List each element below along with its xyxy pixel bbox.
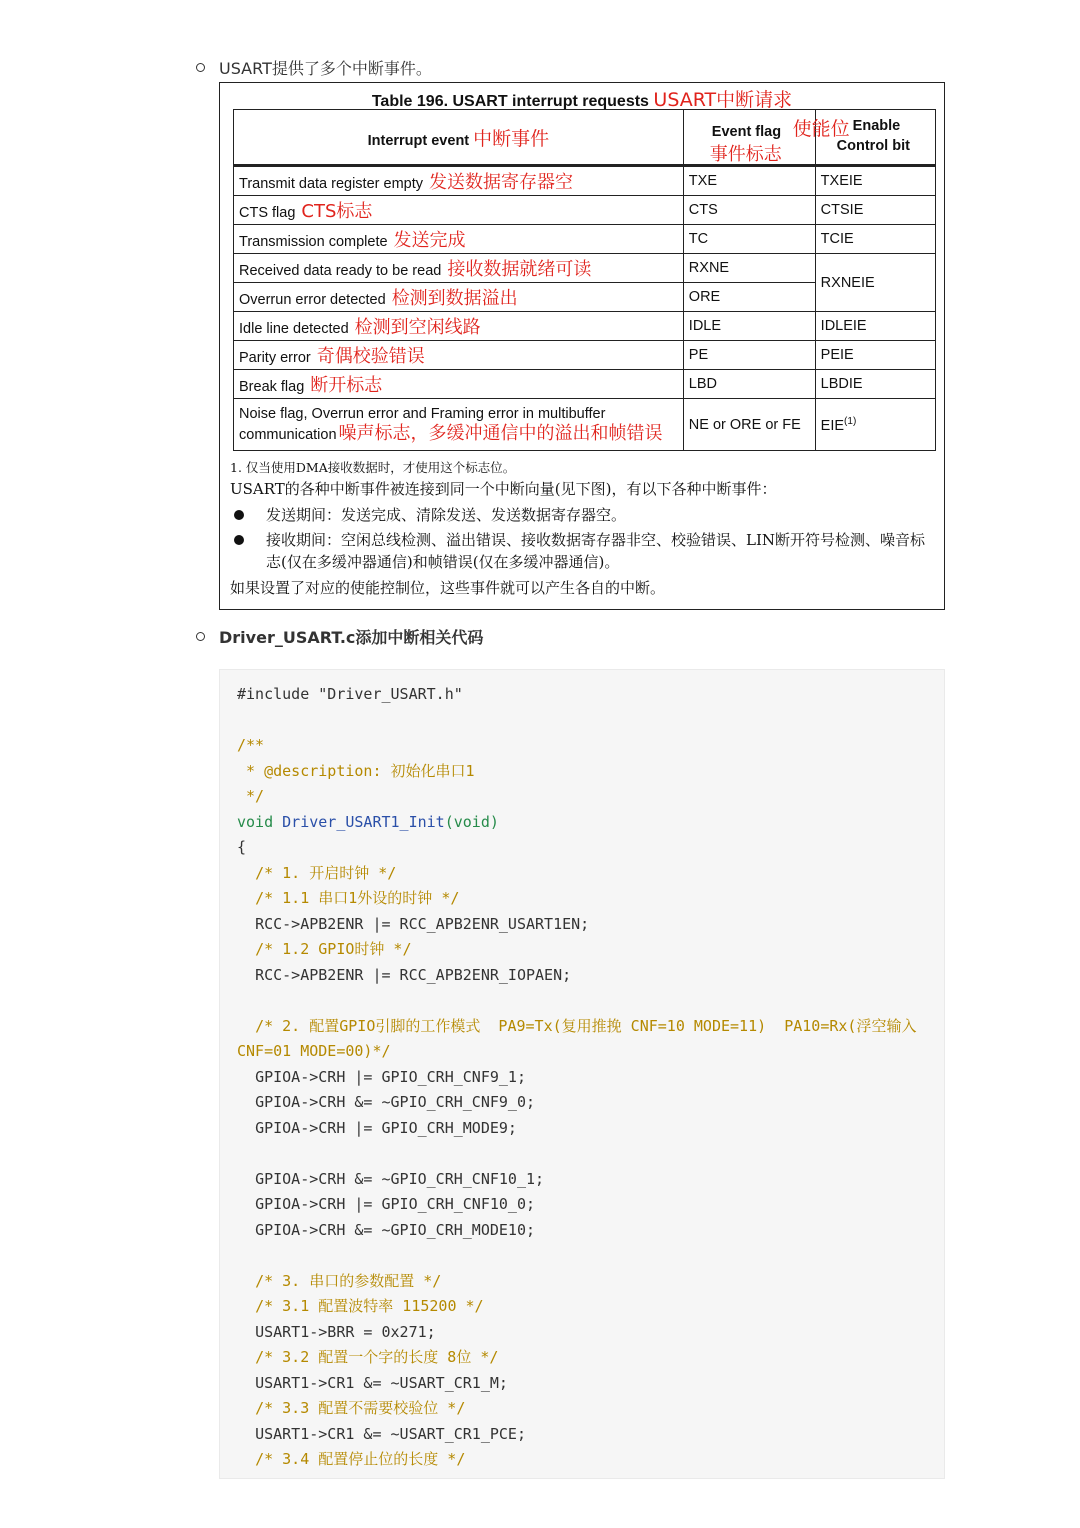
bullet-circle-icon: [196, 632, 205, 641]
note-1: 1. 仅当使用DMA接收数据时，才使用这个标志位。: [230, 460, 516, 475]
usart-interrupt-figure: [219, 82, 945, 610]
table-row: Idle line detected 检测到空闲线路 IDLE IDLEIE: [234, 312, 936, 341]
bullet-driver: [196, 625, 483, 648]
notes-paragraph-2: 如果设置了对应的使能控制位，这些事件就可以产生各自的中断。: [230, 579, 666, 597]
bullet-driver-text: Driver_USART.c添加中断相关代码: [219, 628, 484, 647]
header-event-flag: Event flag 事件标志: [683, 110, 815, 166]
list-item: 发送期间：发送完成、清除发送、发送数据寄存器空。: [230, 504, 936, 526]
code-block[interactable]: [219, 669, 945, 1479]
figure-notes: [230, 459, 936, 600]
bullet-intro-text: USART提供了多个中断事件。: [219, 59, 432, 78]
header-enable-control-bit: 使能位 Enable Control bit: [815, 110, 935, 166]
bullet-intro: [196, 56, 432, 79]
table-row: Received data ready to be read 接收数据就绪可读 RXNE RXNEIE: [234, 254, 936, 283]
table-row: Break flag 断开标志 LBD LBDIE: [234, 370, 936, 399]
figure-title: Table 196. USART interrupt requests USART中断请求: [371, 89, 793, 111]
table-header-row: [234, 110, 936, 166]
header-interrupt-event: Interrupt event 中断事件: [234, 110, 684, 166]
table-row: CTS flag CTS标志 CTS CTSIE: [234, 196, 936, 225]
table-row: Noise flag, Overrun error and Framing error in multibuffer communication 噪声标志，多缓冲通信中的溢出和帧错误 NE or ORE or FE EIE$^{(1)}$: [234, 399, 936, 451]
table-row: Overrun error detected 检测到数据溢出 ORE: [234, 283, 936, 312]
notes-paragraph-1: USART的各种中断事件被连接到同一个中断向量(见下图)，有以下各种中断事件：: [230, 480, 777, 498]
bullet-circle-icon: [196, 63, 205, 72]
table-row: Parity error 奇偶校验错误 PE PEIE: [234, 341, 936, 370]
interrupt-table: [233, 109, 936, 451]
bullet-dot-icon: [234, 510, 244, 520]
list-item: 接收期间：空闲总线检测、溢出错误、接收数据寄存器非空、校验错误、LIN断开符号检测、噪音标志(仅在多缓冲器通信)和帧错误(仅在多缓冲器通信)。: [230, 529, 936, 573]
table-row: Transmission complete 发送完成 TC TCIE: [234, 225, 936, 254]
bullet-dot-icon: [234, 535, 244, 545]
code-content: #include "Driver_USART.h" /** * @description: 初始化串口1 */ void Driver_USART1_Init(void) { /* 1. 开启时钟 */ /* 1.1 串口1外设的时钟 */ RCC->APB2ENR |= RCC_APB2ENR_USART1EN; /* 1.2 GPIO时钟 */ RCC->APB2ENR |= RCC_APB2ENR_IOPAEN; /* 2. 配置GPIO引脚的工作模式 PA9=Tx(复用推挽 CNF=10 MODE=11) PA10=Rx(浮空输入 CNF=01 MODE=00)*/ GPIOA->CRH |= GPIO_CRH_CNF9_1; GPIOA->CRH &= ~GPIO_CRH_CNF9_0; GPIOA->CRH |= GPIO_CRH_MODE9; GPIOA->CRH &= ~GPIO_CRH_CNF10_1; GPIOA->CRH |= GPIO_CRH_CNF10_0; GPIOA->CRH &= ~GPIO_CRH_MODE10; /* 3. 串口的参数配置 */ /* 3.1 配置波特率 115200 */ USART1->BRR = 0x271; /* 3.2 配置一个字的长度 8位 */ USART1->CR1 &= ~USART_CR1_M; /* 3.3 配置不需要校验位 */ USART1->CR1 &= ~USART_CR1_PCE; /* 3.4 配置停止位的长度 */: [237, 685, 926, 1468]
table-row: Transmit data register empty 发送数据寄存器空 TXE TXEIE: [234, 166, 936, 196]
